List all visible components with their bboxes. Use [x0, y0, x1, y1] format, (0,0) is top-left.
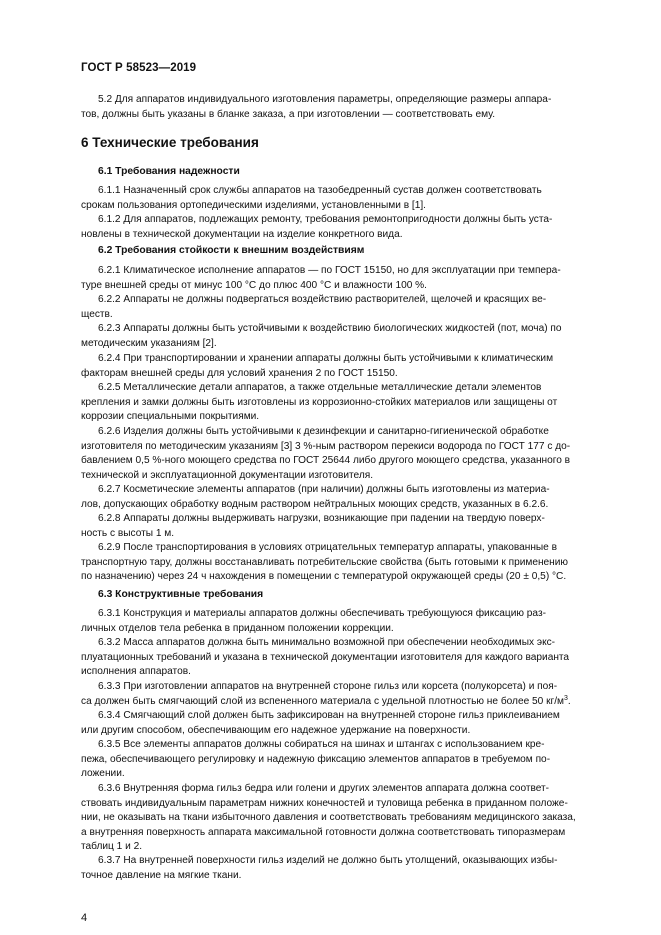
text-line: 6.2.7 Косметические элементы аппаратов (при наличии) должны быть изготовлены из материа- — [98, 484, 550, 495]
text-line: 6.1.1 Назначенный срок службы аппаратов на тазобедренный сустав должен соответствовать — [98, 185, 542, 196]
paragraph-6-2-8 — [81, 512, 612, 541]
text-line: факторам внешней среды для условий хранения 2 по ГОСТ 15150. — [81, 367, 398, 379]
paragraph-6-2-7 — [81, 483, 612, 512]
text-line: транспортную тару, должны восстанавливать потребительские свойства (быть готовыми к применению — [81, 556, 569, 568]
text-line: ствовать индивидуальным параметрам нижних конечностей и туловища ребенка в приданном положе- — [81, 797, 568, 809]
text-line: точное давление на мягкие ткани. — [81, 869, 242, 881]
text-line: 6.2.3 Аппараты должны быть устойчивыми к воздействию биологических жидкостей (пот, моча) по — [98, 323, 562, 334]
paragraph-5-2 — [81, 93, 612, 122]
text-line: новлены в технической документации на изделие конкретного вида. — [81, 228, 403, 240]
text-line: 6.2.9 После транспортирования в условиях отрицательных температур аппараты, упакованные в — [98, 542, 558, 553]
paragraph-6-3-4 — [81, 709, 612, 738]
text-line: 6.2.5 Металлические детали аппаратов, а также отдельные металлические детали элементов — [98, 382, 542, 393]
text-line: 5.2 Для аппаратов индивидуального изготовления параметры, определяющие размеры аппара- — [98, 94, 552, 105]
text-line: исполнения аппаратов. — [81, 666, 191, 678]
paragraph-6-2-3 — [81, 322, 612, 351]
text-line: 6.2.8 Аппараты должны выдерживать нагрузки, возникающие при падении на твердую поверх- — [98, 513, 545, 524]
paragraph-6-3-2 — [81, 636, 612, 680]
text-line: 6.3.7 На внутренней поверхности гильз изделий не должно быть утолщений, оказывающих избы- — [98, 855, 558, 866]
text-line: или другим способом, обеспечивающим его надежное удержание на поверхности. — [81, 724, 471, 736]
page-number: 4 — [81, 912, 88, 924]
paragraph-6-2-2 — [81, 293, 612, 322]
paragraph-6-3-3 — [81, 680, 612, 709]
paragraph-6-2-6 — [81, 425, 612, 483]
text-line: таблиц 1 и 2. — [81, 841, 143, 853]
text-line — [81, 695, 612, 710]
text-line: 6.3.5 Все элементы аппаратов должны собираться на шинах и штангах с использованием кре- — [98, 739, 545, 750]
text-line: 6.3.6 Внутренняя форма гильз бедра или голени и других элементов аппарата должна соответ- — [98, 783, 550, 794]
paragraph-6-1-1 — [81, 184, 612, 213]
text-line: срокам пользования ортопедическими изделиями, установленными в [1]. — [81, 199, 426, 211]
paragraph-6-2-4 — [81, 352, 612, 381]
subsection-heading-6-1: 6.1 Требования надежности — [98, 166, 240, 177]
subsection-heading-6-3: 6.3 Конструктивные требования — [98, 589, 264, 600]
text-line: по назначению) через 24 ч нахождения в помещении с температурой окружающей среды (20 ± 0,5) °С. — [81, 571, 567, 583]
document-header: ГОСТ Р 58523—2019 — [81, 62, 197, 74]
text-line: ложении. — [81, 768, 125, 780]
text-line: технической и эксплуатационной документации изготовителя. — [81, 469, 374, 481]
superscript: 3 — [564, 694, 568, 702]
text-line: 6.3.1 Конструкция и материалы аппаратов должны обеспечивать требующуюся фиксацию раз- — [98, 608, 546, 619]
text-run: са должен быть смягчающий слой из вспененного материала с удельной плотностью не более 50 кг/м — [81, 695, 565, 707]
text-line: тов, должны быть указаны в бланке заказа, а при изготовлении — соответствовать ему. — [81, 108, 496, 120]
paragraph-6-3-7 — [81, 854, 612, 883]
text-line: 6.1.2 Для аппаратов, подлежащих ремонту, требования ремонтопригодности должны быть уста- — [98, 214, 553, 225]
text-line: личных отделов тела ребенка в приданном положении коррекции. — [81, 622, 394, 634]
text-line: бавлением 0,5 %-ного моющего средства по ГОСТ 25644 либо другого моющего средства, указанного в — [81, 455, 571, 467]
text-line: 6.3.3 При изготовлении аппаратов на внутренней стороне гильз или корсета (полукорсета) и поя- — [98, 681, 558, 692]
text-line: ществ. — [81, 308, 113, 320]
text-line: крепления и замки должны быть изготовлены из коррозионно-стойких материалов или защищены от — [81, 396, 558, 408]
text-line: 6.3.4 Смягчающий слой должен быть зафиксирован на внутренней стороне гильз приклеиванием — [98, 710, 560, 721]
paragraph-6-2-9 — [81, 541, 612, 585]
text-line: а внутренняя поверхность аппарата максимальной готовности должна соответствовать типоразмерам — [81, 826, 566, 838]
text-line: методическим указаниям [2]. — [81, 337, 217, 349]
text-line: 6.2.4 При транспортировании и хранении аппараты должны быть устойчивыми к климатическим — [98, 353, 554, 364]
text-line: туре внешней среды от минус 100 °С до плюс 400 °С и влажности 100 %. — [81, 279, 427, 291]
paragraph-6-2-5 — [81, 381, 612, 425]
text-line: 6.2.6 Изделия должны быть устойчивыми к дезинфекции и санитарно-гигиенической обработке — [98, 426, 549, 437]
text-line: пежа, обеспечивающего регулировку и надежную фиксацию элементов аппаратов в требуемом по- — [81, 753, 551, 765]
text-line: плуатационных требований и указана в технической документации изготовителя для каждого варианта — [81, 651, 570, 663]
paragraph-6-3-1 — [81, 607, 612, 636]
text-line: нии, не оказывать на ткани избыточного давления и соответствовать требованиям медицинского заказа, — [81, 812, 576, 824]
text-line: изготовителя по методическим указаниям [3] 3 %-ным раствором перекиси водорода по ГОСТ 177 с до- — [81, 440, 571, 452]
text-line: 6.2.1 Климатическое исполнение аппаратов — по ГОСТ 15150, но для эксплуатации при темпера- — [98, 265, 561, 276]
text-line: лов, допускающих обработку водным раствором нейтральных моющих средств, указанных в 6.2.6. — [81, 498, 549, 510]
text-line: ность с высоты 1 м. — [81, 527, 175, 539]
text-run: . — [567, 695, 571, 707]
text-line: коррозии специальными покрытиями. — [81, 411, 260, 423]
paragraph-6-3-6 — [81, 782, 612, 855]
paragraph-6-2-1 — [81, 264, 612, 293]
text-line: 6.2.2 Аппараты не должны подвергаться воздействию растворителей, щелочей и красящих ве- — [98, 294, 547, 305]
paragraph-6-3-5 — [81, 738, 612, 782]
subsection-heading-6-2: 6.2 Требования стойкости к внешним воздействиям — [98, 245, 365, 256]
section-heading: 6 Технические требования — [81, 135, 259, 150]
text-line: 6.3.2 Масса аппаратов должна быть минимально возможной при обеспечении необходимых экс- — [98, 637, 556, 648]
paragraph-6-1-2 — [81, 213, 612, 242]
